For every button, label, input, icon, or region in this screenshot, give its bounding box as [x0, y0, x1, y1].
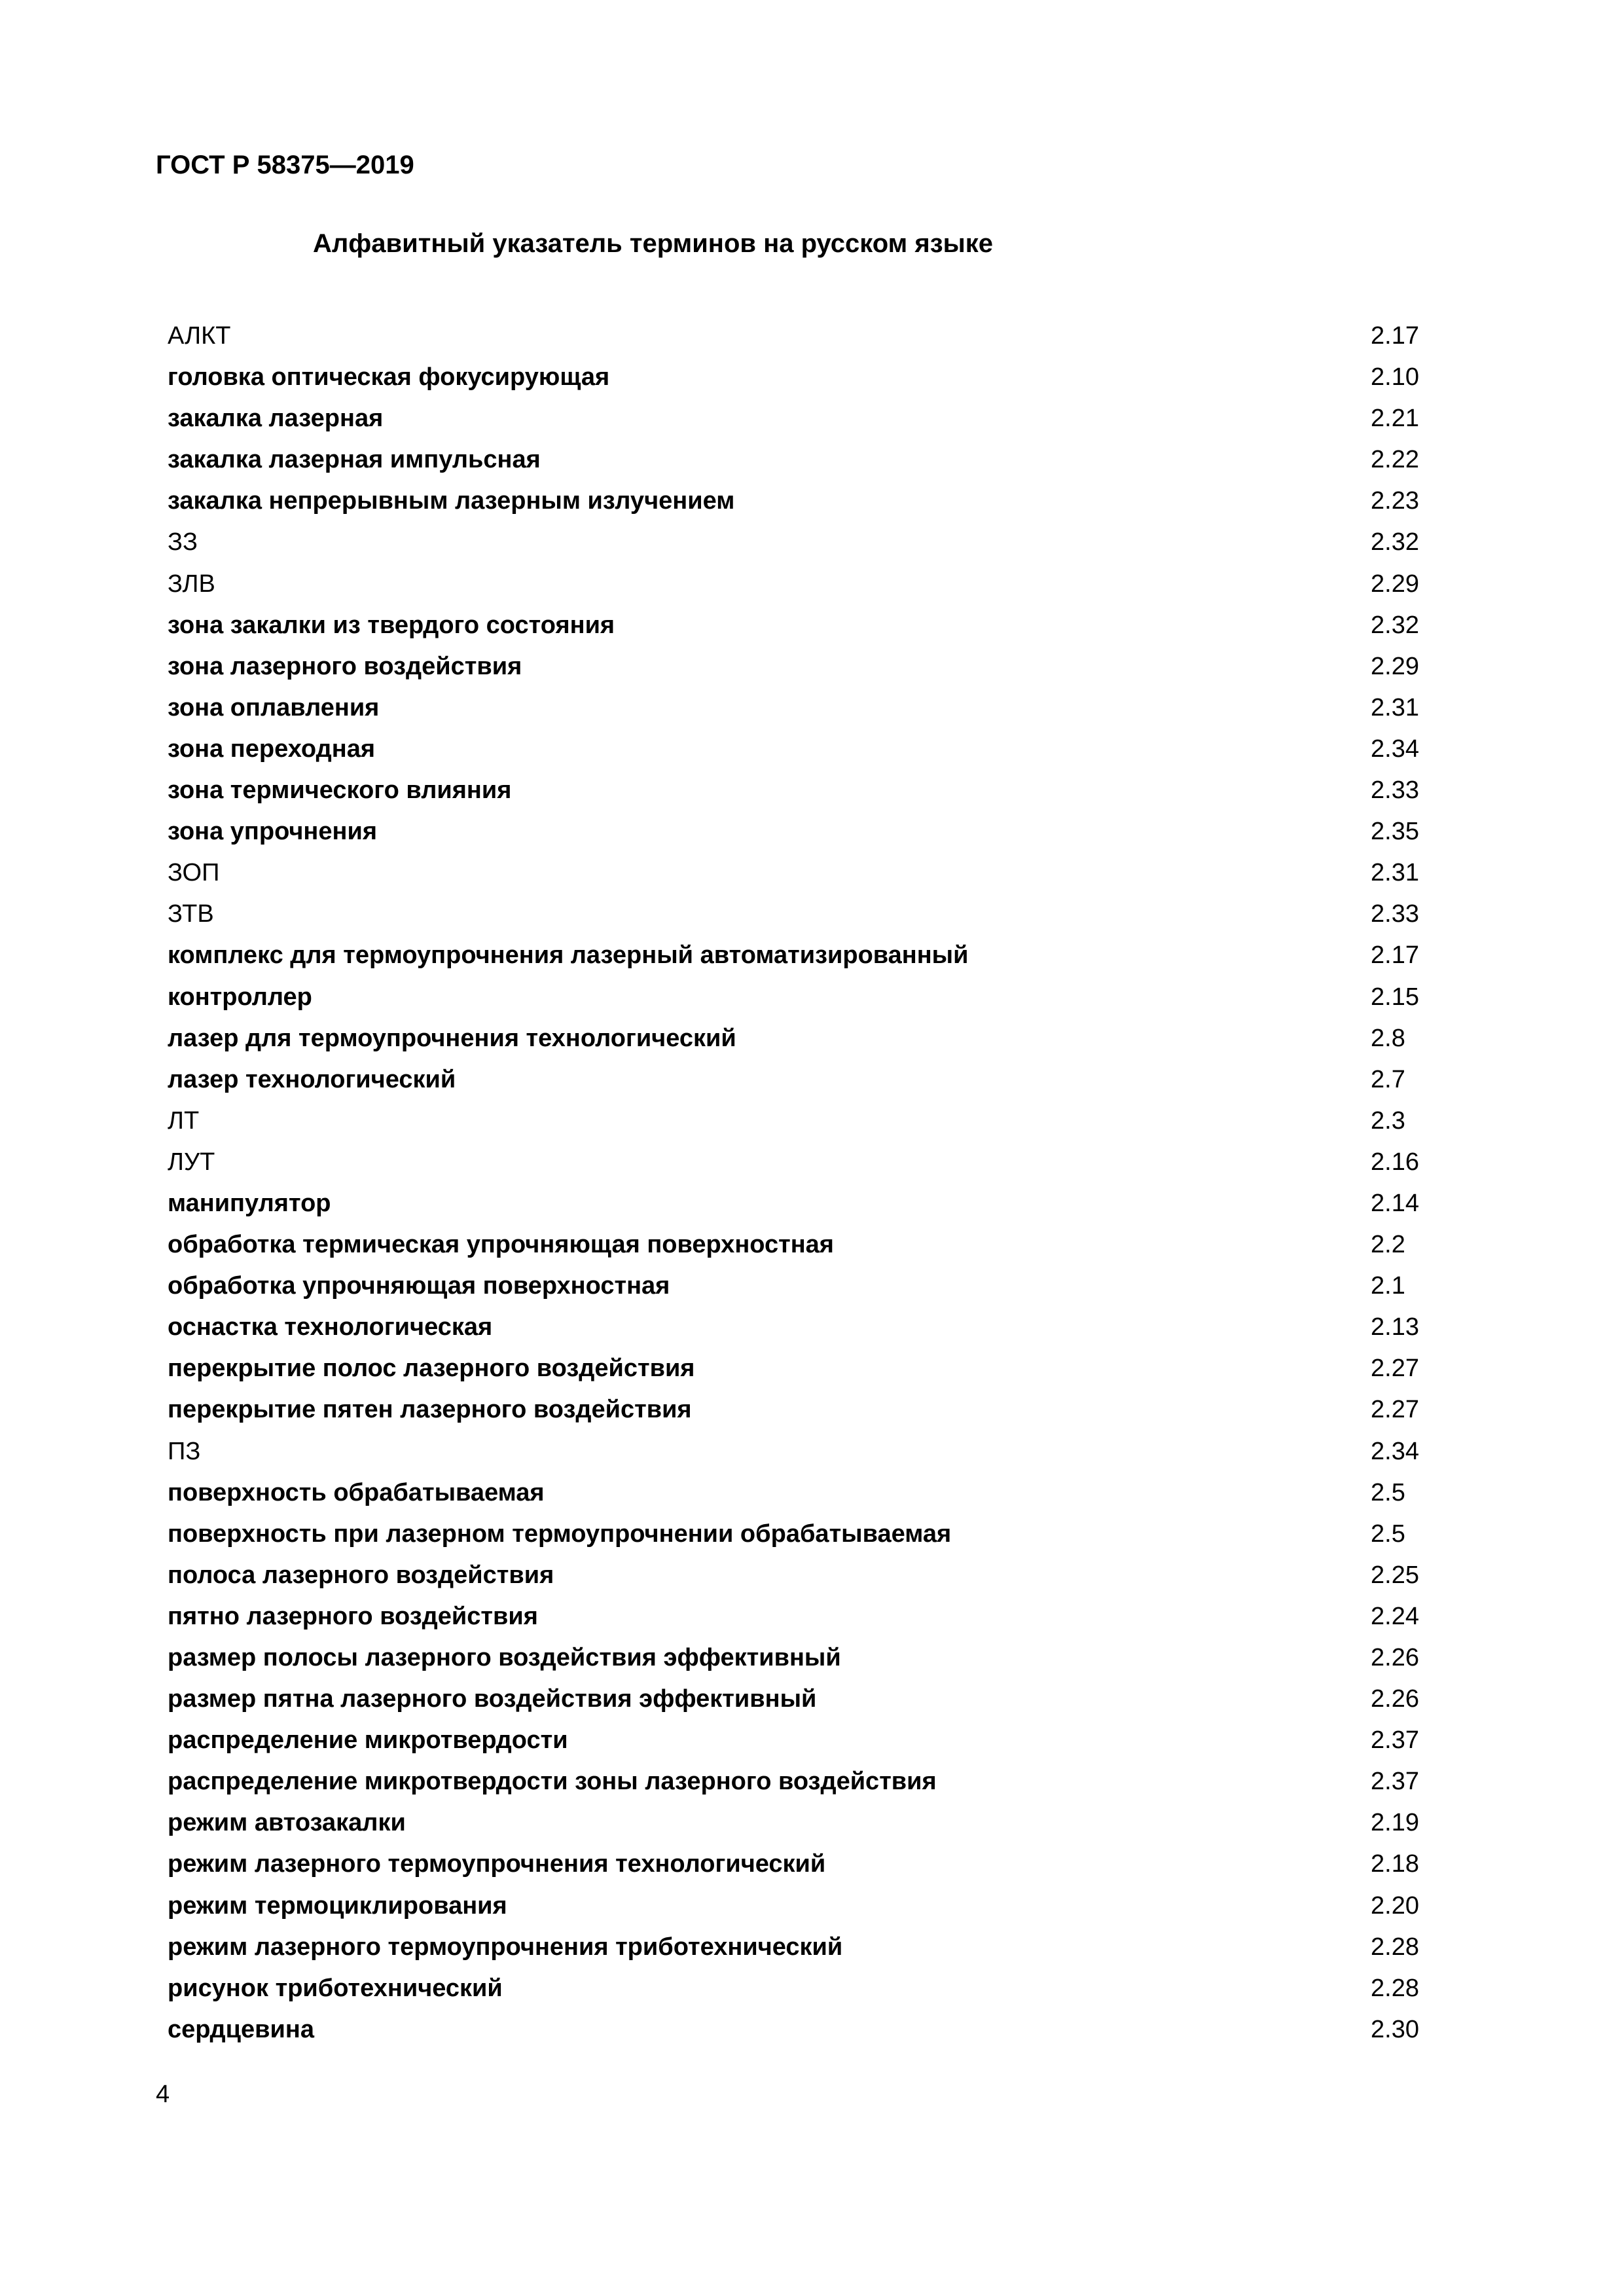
index-reference: 2.27	[1371, 1396, 1419, 1424]
index-term: поверхность обрабатываемая	[168, 1478, 545, 1506]
index-entry	[168, 1968, 1437, 2009]
index-term: пятно лазерного воздействия	[168, 1602, 538, 1630]
index-entry	[168, 1514, 1437, 1555]
index-term: зона упрочнения	[168, 818, 377, 846]
index-entry	[168, 1348, 1437, 1389]
index-term: перекрытие полос лазерного воздействия	[168, 1355, 695, 1383]
index-reference: 2.32	[1371, 611, 1419, 639]
index-term: зона оплавления	[168, 693, 380, 721]
index-entry	[168, 522, 1437, 563]
index-entry	[168, 564, 1437, 605]
index-term: распределение микротвердости зоны лазерного воздействия	[168, 1768, 937, 1796]
index-term: ЗЛВ	[168, 570, 215, 598]
index-reference: 2.28	[1371, 1933, 1419, 1961]
index-entry	[168, 1224, 1437, 1266]
document-code: ГОСТ Р 58375—2019	[156, 151, 414, 179]
index-term: АЛКТ	[168, 322, 231, 350]
index-reference: 2.26	[1371, 1644, 1419, 1671]
index-reference: 2.19	[1371, 1809, 1419, 1837]
index-entry	[168, 894, 1437, 935]
index-entry	[168, 1472, 1437, 1514]
index-term: ПЗ	[168, 1437, 201, 1465]
index-reference: 2.28	[1371, 1974, 1419, 2002]
index-reference: 2.34	[1371, 735, 1419, 763]
index-reference: 2.29	[1371, 570, 1419, 598]
index-entry	[168, 357, 1437, 398]
index-entry	[168, 770, 1437, 811]
index-entry	[168, 1555, 1437, 1596]
index-entry	[168, 977, 1437, 1018]
index-entry	[168, 729, 1437, 770]
index-reference: 2.16	[1371, 1148, 1419, 1176]
index-reference: 2.5	[1371, 1520, 1405, 1548]
index-reference: 2.37	[1371, 1726, 1419, 1755]
index-entry	[168, 852, 1437, 894]
index-reference: 2.26	[1371, 1685, 1419, 1713]
index-reference: 2.13	[1371, 1313, 1419, 1341]
index-entry	[168, 1886, 1437, 1927]
index-entry	[168, 1720, 1437, 1761]
index-reference: 2.29	[1371, 652, 1419, 680]
index-entry	[168, 1761, 1437, 1802]
index-entry	[168, 2009, 1437, 2050]
index-reference: 2.25	[1371, 1561, 1419, 1589]
index-reference: 2.23	[1371, 487, 1419, 515]
index-reference: 2.17	[1371, 941, 1419, 970]
index-term: размер полосы лазерного воздействия эффективный	[168, 1644, 841, 1671]
index-entry	[168, 811, 1437, 852]
index-reference: 2.20	[1371, 1891, 1419, 1920]
index-term: режим лазерного термоупрочнения триботехнический	[168, 1933, 843, 1961]
index-reference: 2.31	[1371, 693, 1419, 721]
index-reference: 2.8	[1371, 1024, 1405, 1052]
index-term: лазер для термоупрочнения технологический	[168, 1024, 736, 1052]
index-entry	[168, 1802, 1437, 1844]
index-entry	[168, 481, 1437, 522]
index-entry	[168, 1018, 1437, 1059]
index-reference: 2.35	[1371, 818, 1419, 846]
index-term: рисунок триботехнический	[168, 1974, 503, 2002]
index-reference: 2.2	[1371, 1231, 1405, 1259]
index-reference: 2.14	[1371, 1189, 1419, 1217]
index-term: ЗЗ	[168, 528, 198, 556]
index-entry	[168, 398, 1437, 439]
index-reference: 2.27	[1371, 1355, 1419, 1383]
index-reference: 2.31	[1371, 859, 1419, 887]
index-entry	[168, 1637, 1437, 1679]
index-entry	[168, 439, 1437, 481]
index-reference: 2.21	[1371, 405, 1419, 433]
index-term: закалка лазерная	[168, 405, 384, 433]
index-entry	[168, 646, 1437, 687]
index-entry	[168, 1389, 1437, 1430]
index-term: ЛУТ	[168, 1148, 215, 1176]
index-term: комплекс для термоупрочнения лазерный автоматизированный	[168, 941, 969, 970]
index-entry	[168, 1596, 1437, 1637]
index-term: зона лазерного воздействия	[168, 652, 522, 680]
index-entry	[168, 1679, 1437, 1720]
index-entry	[168, 1266, 1437, 1307]
index-term: оснастка технологическая	[168, 1313, 493, 1341]
index-term: закалка непрерывным лазерным излучением	[168, 487, 735, 515]
index-reference: 2.10	[1371, 363, 1419, 392]
index-term: полоса лазерного воздействия	[168, 1561, 554, 1589]
index-term: контроллер	[168, 983, 312, 1011]
index-term: режим термоциклирования	[168, 1891, 507, 1920]
index-reference: 2.34	[1371, 1437, 1419, 1465]
index-reference: 2.30	[1371, 2015, 1419, 2043]
index-term: зона термического влияния	[168, 776, 512, 805]
index-entry	[168, 1431, 1437, 1472]
index-term: режим лазерного термоупрочнения технологический	[168, 1850, 826, 1878]
index-term: размер пятна лазерного воздействия эффективный	[168, 1685, 817, 1713]
index-reference: 2.22	[1371, 446, 1419, 474]
index-reference: 2.15	[1371, 983, 1419, 1011]
index-term: перекрытие пятен лазерного воздействия	[168, 1396, 692, 1424]
index-reference: 2.24	[1371, 1602, 1419, 1630]
index-term: распределение микротвердости	[168, 1726, 568, 1755]
index-reference: 2.18	[1371, 1850, 1419, 1878]
index-entry	[168, 1307, 1437, 1348]
index-term: лазер технологический	[168, 1065, 456, 1093]
index-term: обработка упрочняющая поверхностная	[168, 1272, 670, 1300]
index-reference: 2.17	[1371, 322, 1419, 350]
index-reference: 2.33	[1371, 900, 1419, 928]
index-term: режим автозакалки	[168, 1809, 406, 1837]
index-term: ЛТ	[168, 1106, 200, 1135]
index-reference: 2.1	[1371, 1272, 1405, 1300]
index-reference: 2.37	[1371, 1768, 1419, 1796]
index-term: закалка лазерная импульсная	[168, 446, 541, 474]
index-reference: 2.32	[1371, 528, 1419, 556]
index-entry	[168, 935, 1437, 976]
index-term: поверхность при лазерном термоупрочнении обрабатываемая	[168, 1520, 952, 1548]
page-title: Алфавитный указатель терминов на русском языке	[313, 229, 994, 258]
index-term: ЗТВ	[168, 900, 214, 928]
index-reference: 2.3	[1371, 1106, 1405, 1135]
index-term: обработка термическая упрочняющая поверхностная	[168, 1231, 834, 1259]
page-number: 4	[156, 2081, 170, 2108]
index-reference: 2.33	[1371, 776, 1419, 805]
index-entry	[168, 1059, 1437, 1101]
index-term: ЗОП	[168, 859, 220, 887]
index-term: зона переходная	[168, 735, 376, 763]
index-entry	[168, 1183, 1437, 1224]
index-entry	[168, 1927, 1437, 1968]
index-term: зона закалки из твердого состояния	[168, 611, 615, 639]
index-term: головка оптическая фокусирующая	[168, 363, 610, 392]
index-entry	[168, 1844, 1437, 1885]
index-term: сердцевина	[168, 2015, 314, 2043]
term-index-list	[168, 316, 1437, 2050]
index-entry	[168, 1142, 1437, 1183]
index-reference: 2.7	[1371, 1065, 1405, 1093]
index-entry	[168, 605, 1437, 646]
index-reference: 2.5	[1371, 1478, 1405, 1506]
index-entry	[168, 316, 1437, 357]
index-term: манипулятор	[168, 1189, 331, 1217]
index-entry	[168, 1101, 1437, 1142]
index-entry	[168, 687, 1437, 729]
